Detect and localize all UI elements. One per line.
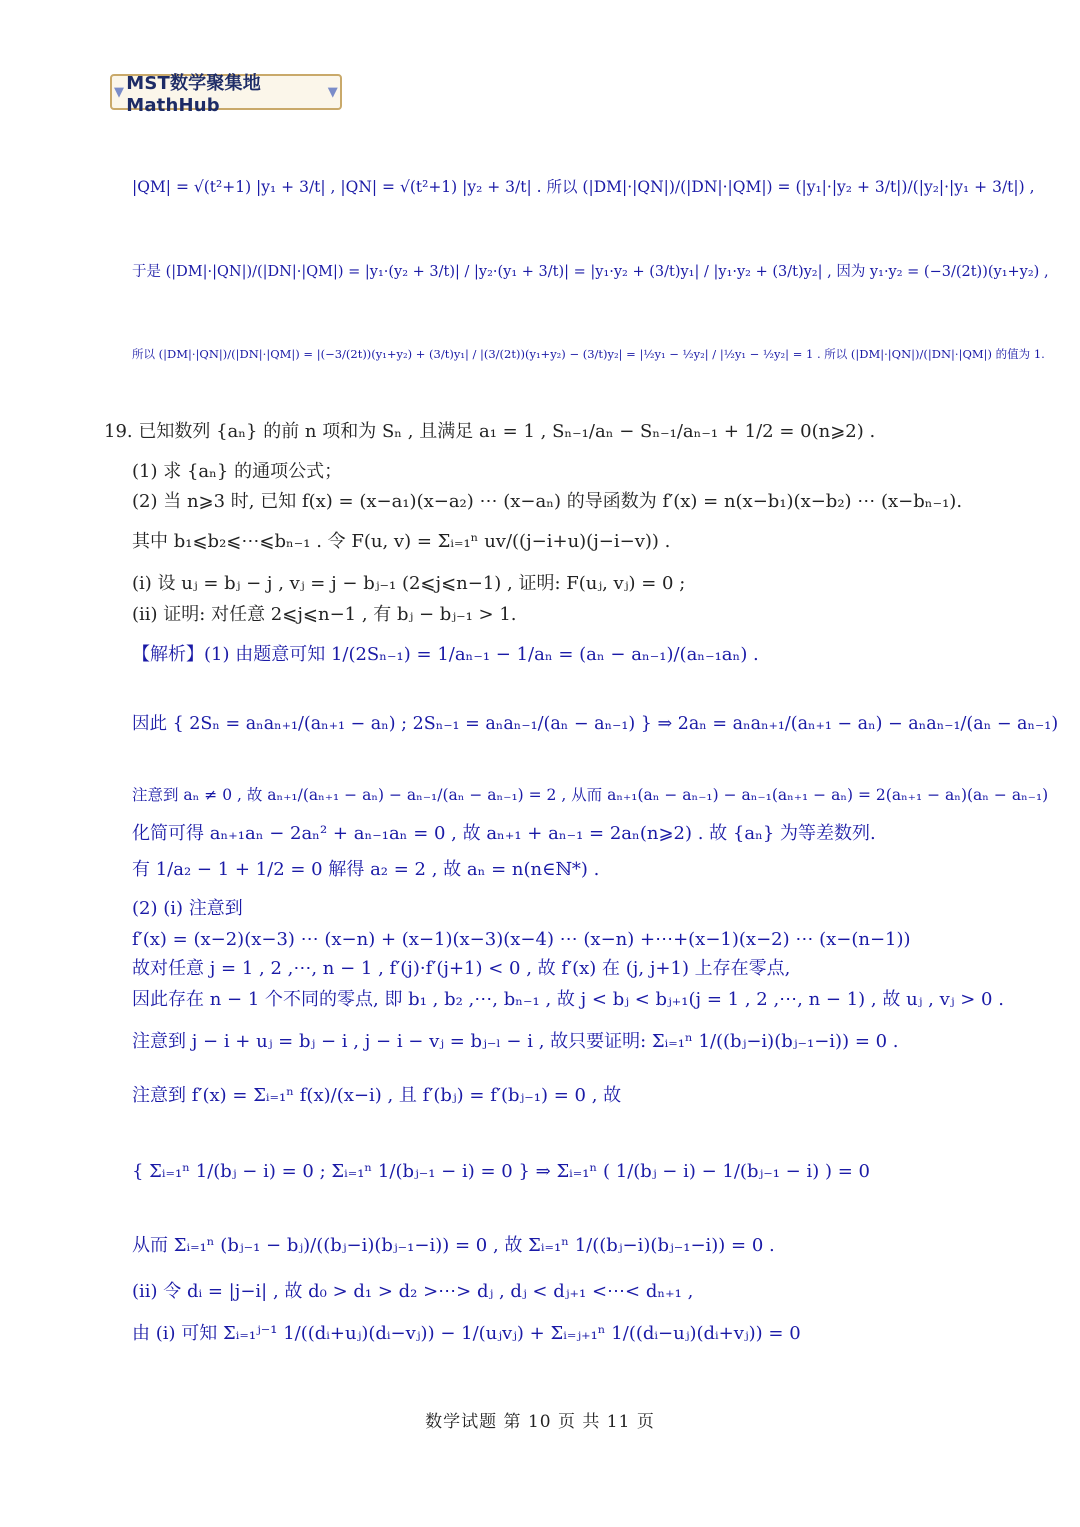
page-footer: 数学试题 第 10 页 共 11 页	[425, 1412, 655, 1432]
solution-line-qm-qn: |QM| = √(t²+1) |y₁ + 3/t| , |QN| = √(t²+1) |y₂ + 3/t| . 所以 (|DM|·|QN|)/(|DN|·|QM|) = (|y₁|·|y₂ + 3/t|)/(|y₂|·|y₁ + 3/t|) ,	[132, 178, 1035, 196]
solution-line-result: 所以 (|DM|·|QN|)/(|DN|·|QM|) = |(−3/(2t))(y₁+y₂) + (3/t)y₁| / |(3/(2t))(y₁+y₂) − (3/t)y₂| = |½y₁ − ½y₂| / |½y₁ − ½y₂| = 1 . 所以 (|DM|·|QN|)/(|DN|·|QM|) 的值为 1.	[132, 347, 1045, 361]
mathhub-logo	[110, 72, 342, 116]
problem-19-definition: 其中 b₁⩽b₂⩽⋯⩽bₙ₋₁ . 令 F(u, v) = Σᵢ₌₁ⁿ uv/((j−i+u)(j−i−v)) .	[132, 531, 671, 552]
analysis-zero-existence: 故对任意 j = 1 , 2 ,⋯, n − 1 , f′(j)·f′(j+1) < 0 , 故 f′(x) 在 (j, j+1) 上存在零点,	[132, 958, 791, 979]
analysis-system: 因此 { 2Sₙ = aₙaₙ₊₁/(aₙ₊₁ − aₙ) ; 2Sₙ₋₁ = aₙaₙ₋₁/(aₙ − aₙ₋₁) } ⇒ 2aₙ = aₙaₙ₊₁/(aₙ₊₁ − aₙ) − aₙaₙ₋₁/(aₙ − aₙ₋₁)	[132, 714, 1059, 734]
analysis-conclusion-i: 从而 Σᵢ₌₁ⁿ (bⱼ₋₁ − bⱼ)/((bⱼ−i)(bⱼ₋₁−i)) = 0 , 故 Σᵢ₌₁ⁿ 1/((bⱼ−i)(bⱼ₋₁−i)) = 0 .	[132, 1235, 775, 1256]
solution-line-ratio: 于是 (|DM|·|QN|)/(|DN|·|QM|) = |y₁·(y₂ + 3/t)| / |y₂·(y₁ + 3/t)| = |y₁·y₂ + (3/t)y₁| / |y₁·y₂ + (3/t)y₂| , 因为 y₁·y₂ = (−3/(2t))(y₁+y₂) ,	[132, 264, 1049, 280]
analysis-from-i: 由 (i) 可知 Σᵢ₌₁ʲ⁻¹ 1/((dᵢ+uⱼ)(dᵢ−vⱼ)) − 1/(uⱼvⱼ) + Σᵢ₌ⱼ₊₁ⁿ 1/((dᵢ−uⱼ)(dᵢ+vⱼ)) = 0	[132, 1323, 801, 1344]
analysis-system-sums: { Σᵢ₌₁ⁿ 1/(bⱼ − i) = 0 ; Σᵢ₌₁ⁿ 1/(bⱼ₋₁ − i) = 0 } ⇒ Σᵢ₌₁ⁿ ( 1/(bⱼ − i) − 1/(bⱼ₋₁ − i) ) = 0	[132, 1161, 870, 1182]
analysis-derivative-sum: 注意到 f′(x) = Σᵢ₌₁ⁿ f(x)/(x−i) , 且 f′(bⱼ) = f′(bⱼ₋₁) = 0 , 故	[132, 1085, 622, 1106]
triangle-down-icon: ▼	[327, 84, 338, 100]
analysis-distinct-zeros: 因此存在 n − 1 个不同的零点, 即 b₁ , b₂ ,⋯, bₙ₋₁ , 故 j < bⱼ < bⱼ₊₁(j = 1 , 2 ,⋯, n − 1) , 故 uⱼ , vⱼ > 0 .	[132, 989, 1004, 1010]
problem-19-part-1: (1) 求 {aₙ} 的通项公式；	[132, 461, 343, 482]
analysis-note-an: 注意到 aₙ ≠ 0 , 故 aₙ₊₁/(aₙ₊₁ − aₙ) − aₙ₋₁/(aₙ − aₙ₋₁) = 2 , 从而 aₙ₊₁(aₙ − aₙ₋₁) − aₙ₋₁(aₙ₊₁ − aₙ) = 2(aₙ₊₁ − aₙ)(aₙ − aₙ₋₁)	[132, 786, 1049, 804]
analysis-solve-a2: 有 1/a₂ − 1 + 1/2 = 0 解得 a₂ = 2 , 故 aₙ = n(n∈ℕ*) .	[132, 859, 600, 880]
analysis-reduce: 注意到 j − i + uⱼ = bⱼ − i , j − i − vⱼ = bⱼ₋ₗ − i , 故只要证明: Σᵢ₌₁ⁿ 1/((bⱼ−i)(bⱼ₋₁−i)) = 0 .	[132, 1031, 899, 1052]
analysis-start: 【解析】(1) 由题意可知 1/(2Sₙ₋₁) = 1/aₙ₋₁ − 1/aₙ = (aₙ − aₙ₋₁)/(aₙ₋₁aₙ) .	[132, 644, 759, 665]
problem-19-part-2: (2) 当 n⩾3 时, 已知 f(x) = (x−a₁)(x−a₂) ⋯ (x−aₙ) 的导函数为 f′(x) = n(x−b₁)(x−b₂) ⋯ (x−bₙ₋₁).	[132, 491, 963, 512]
analysis-part-2-i: (2) (i) 注意到	[132, 898, 243, 919]
problem-19-part-2-ii: (ii) 证明: 对任意 2⩽j⩽n−1 , 有 bⱼ − bⱼ₋₁ > 1.	[132, 604, 517, 625]
analysis-derivative: f′(x) = (x−2)(x−3) ⋯ (x−n) + (x−1)(x−3)(x−4) ⋯ (x−n) +⋯+(x−1)(x−2) ⋯ (x−(n−1))	[132, 929, 911, 950]
problem-19-part-2-i: (i) 设 uⱼ = bⱼ − j , vⱼ = j − bⱼ₋₁ (2⩽j⩽n−1) , 证明: F(uⱼ, vⱼ) = 0 ;	[132, 573, 686, 594]
problem-19-statement: 19. 已知数列 {aₙ} 的前 n 项和为 Sₙ , 且满足 a₁ = 1 , Sₙ₋₁/aₙ − Sₙ₋₁/aₙ₋₁ + 1/2 = 0(n⩾2) .	[104, 421, 876, 442]
triangle-down-icon: ▼	[114, 84, 125, 100]
analysis-simplify: 化简可得 aₙ₊₁aₙ − 2aₙ² + aₙ₋₁aₙ = 0 , 故 aₙ₊₁ + aₙ₋₁ = 2aₙ(n⩾2) . 故 {aₙ} 为等差数列.	[132, 823, 876, 844]
logo-text: MST数学聚集地MathHub	[126, 72, 261, 116]
analysis-part-2-ii: (ii) 令 dᵢ = |j−i| , 故 d₀ > d₁ > d₂ >⋯> dⱼ , dⱼ < dⱼ₊₁ <⋯< dₙ₊₁ ,	[132, 1281, 694, 1302]
